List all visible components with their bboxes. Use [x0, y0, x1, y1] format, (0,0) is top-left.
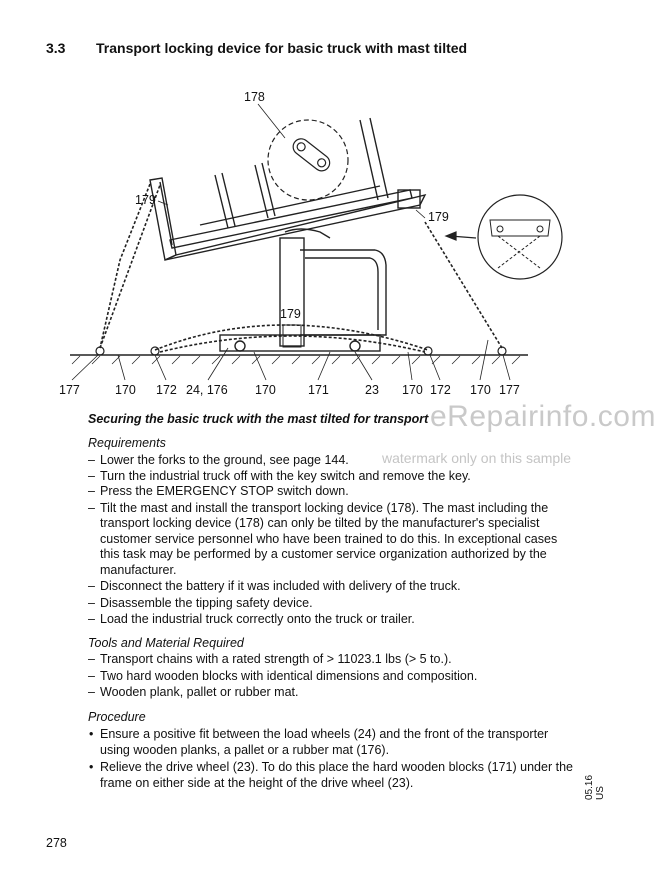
callout-179-right: 179: [428, 210, 449, 224]
section-title: Transport locking device for basic truck with mast tilted: [96, 40, 468, 56]
watermark-sub: watermark only on this sample: [382, 450, 572, 466]
bottom-label: 23: [365, 383, 379, 397]
list-item: – Press the EMERGENCY STOP switch down.: [88, 484, 580, 500]
section-number: 3.3: [46, 40, 66, 56]
list-item: – Load the industrial truck correctly onto the truck or trailer.: [88, 612, 580, 628]
bottom-label: 172: [156, 383, 177, 397]
tools-list: [88, 652, 580, 701]
callout-179-left: 179: [135, 193, 156, 207]
procedure-subheading: Securing the basic truck with the mast tilted for transport: [88, 412, 429, 426]
procedure-heading: Procedure: [88, 710, 146, 724]
tools-heading: Tools and Material Required: [88, 636, 244, 650]
bottom-label: 177: [499, 383, 520, 397]
ground-hatching: [72, 356, 520, 364]
anchor-ring-right: [498, 347, 506, 355]
document-code: 05.16 US: [584, 774, 606, 800]
bottom-label: 170: [402, 383, 423, 397]
callout-178: 178: [244, 90, 265, 104]
callout-179-center: 179: [280, 307, 301, 321]
bottom-label: 177: [59, 383, 80, 397]
locking-plate: [290, 136, 333, 174]
list-item: – Tilt the mast and install the transport locking device (178). The mast including the transport locking device (178) can only be tilted by the manufacturer's specialist customer service personnel who have been trained to do this. In exceptional cases this task may be performed by a customer service organization authorized by the manufacturer.: [88, 501, 580, 579]
list-item: – Turn the industrial truck off with the key switch and remove the key.: [88, 469, 580, 485]
bottom-label: 171: [308, 383, 329, 397]
list-item: – Disconnect the battery if it was included with delivery of the truck.: [88, 579, 580, 595]
requirements-list: [88, 453, 580, 628]
page-number: 278: [46, 836, 67, 850]
list-item: – Wooden plank, pallet or rubber mat.: [88, 685, 580, 701]
procedure-list: [88, 727, 580, 791]
watermark-main: eRepairinfo.com: [430, 400, 656, 433]
truck-body: [220, 229, 386, 351]
list-item: • Ensure a positive fit between the load wheels (24) and the front of the transporter using wooden planks, a pallet or a rubber mat (176).: [88, 727, 580, 758]
bottom-label: 24, 176: [186, 383, 228, 397]
list-item: • Relieve the drive wheel (23). To do this place the hard wooden blocks (171) under the frame on either side at the height of the drive wheel (23).: [88, 760, 580, 791]
list-item: – Two hard wooden blocks with identical dimensions and composition.: [88, 669, 580, 685]
anchor-ring-left: [96, 347, 104, 355]
transport-diagram: [40, 80, 584, 400]
list-item: – Lower the forks to the ground, see page 144.: [88, 453, 580, 469]
requirements-heading: Requirements: [88, 436, 166, 450]
bottom-label: 170: [115, 383, 136, 397]
bottom-label: 172: [430, 383, 451, 397]
bottom-label: 170: [470, 383, 491, 397]
bottom-label: 170: [255, 383, 276, 397]
list-item: – Disassemble the tipping safety device.: [88, 596, 580, 612]
detail-circle-right: [478, 195, 562, 279]
list-item: – Transport chains with a rated strength of > 11023.1 lbs (> 5 to.).: [88, 652, 580, 668]
